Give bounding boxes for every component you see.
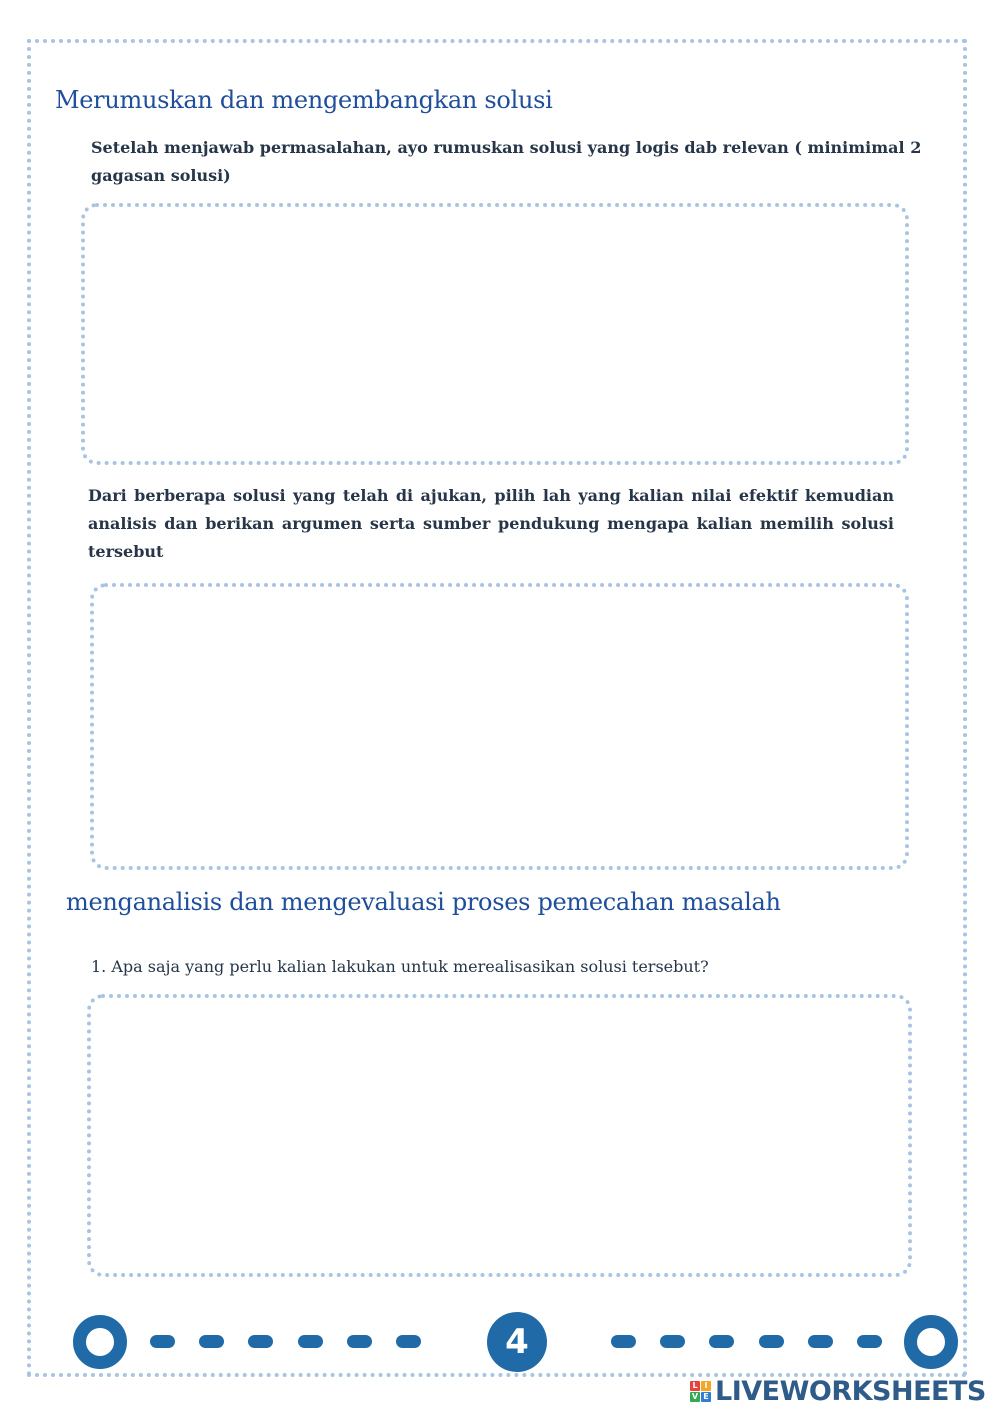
right-dash — [660, 1335, 685, 1348]
left-dash — [347, 1335, 372, 1348]
logo-letter: I — [701, 1381, 711, 1391]
liveworksheets-logo-icon — [690, 1381, 711, 1402]
right-dash — [709, 1335, 734, 1348]
section-heading-solutions: Merumuskan dan mengembangkan solusi — [55, 86, 553, 114]
left-dash — [150, 1335, 175, 1348]
right-dash — [857, 1335, 882, 1348]
logo-letter: L — [690, 1381, 700, 1391]
left-dash — [199, 1335, 224, 1348]
left-dash — [248, 1335, 273, 1348]
page-number-badge: 4 — [487, 1312, 547, 1372]
answer-box-solutions[interactable] — [81, 203, 909, 465]
right-dash — [808, 1335, 833, 1348]
right-dash — [611, 1335, 636, 1348]
right-ring-ornament — [904, 1315, 958, 1369]
answer-box-argument[interactable] — [90, 583, 909, 870]
left-dash — [396, 1335, 421, 1348]
logo-letter: E — [701, 1392, 711, 1402]
logo-letter: V — [691, 1392, 699, 1401]
liveworksheets-watermark[interactable] — [690, 1376, 986, 1406]
prompt-formulate-solutions: Setelah menjawab permasalahan, ayo rumuskan solusi yang logis dab relevan ( minimimal 2 gagasan solusi) — [91, 138, 922, 185]
right-dash — [759, 1335, 784, 1348]
left-dash — [298, 1335, 323, 1348]
left-ring-ornament — [73, 1315, 127, 1369]
answer-box-question-1[interactable] — [87, 994, 912, 1277]
question-1: 1. Apa saja yang perlu kalian lakukan untuk merealisasikan solusi tersebut? — [91, 957, 709, 976]
watermark-text: LIVEWORKSHEETS — [715, 1375, 986, 1407]
prompt-choose-effective-solution: Dari berberapa solusi yang telah di ajukan, pilih lah yang kalian nilai efektif kemudian analisis dan berikan argumen serta sumber pendukung mengapa kalian memilih solusi tersebut — [88, 486, 894, 561]
section-heading-evaluation: menganalisis dan mengevaluasi proses pemecahan masalah — [66, 888, 781, 916]
